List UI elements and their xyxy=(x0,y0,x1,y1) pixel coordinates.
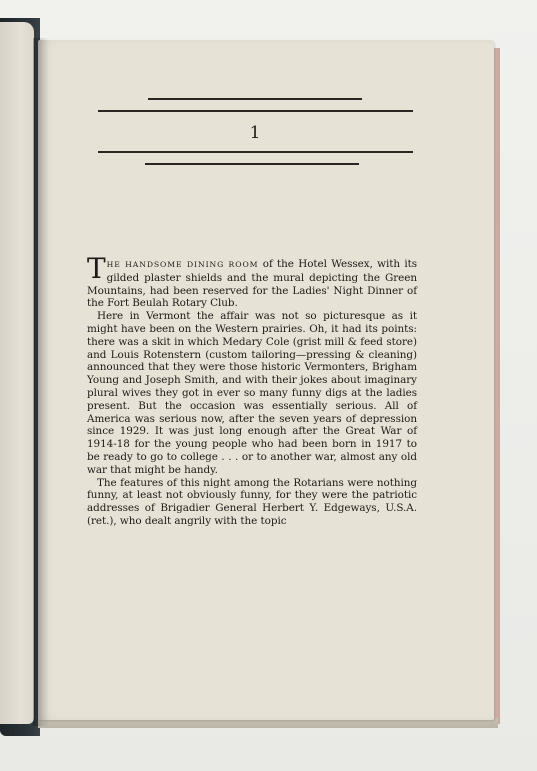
opening-small-caps: HE HANDSOME DINING ROOM xyxy=(106,260,259,269)
chapter-rule-top-long xyxy=(98,110,413,112)
left-page-edge xyxy=(0,22,34,724)
paragraph-3: The features of this night among the Rotarians were nothing funny, at least not obviously funny, for they were the patriotic addresses of Brigadier General Herbert Y. Edgeways, U.S.A. (ret.), who dealt angrily with the topic xyxy=(87,476,417,527)
chapter-rule-bottom-long xyxy=(98,151,413,153)
chapter-rule-bottom-short xyxy=(145,163,359,165)
drop-cap: T xyxy=(87,252,106,285)
chapter-body-text xyxy=(87,252,418,528)
chapter-rule-top-short xyxy=(148,98,362,100)
opening-paragraph-text: of the Hotel Wessex, with its gilded plaster shields and the mural depicting the Green Mountains, had been reserved for the Ladies' Night Dinner of the Fort Beulah Rotary Club. xyxy=(87,258,418,310)
book-gutter-shadow xyxy=(33,38,49,726)
opening-paragraph xyxy=(87,252,418,310)
paragraph-2: Here in Vermont the affair was not so picturesque as it might have been on the Western prairies. Oh, it had its points: there was a skit in which Medary Cole (grist mill & feed store) and Louis Rotenstern (custom tailoring—pressing & cleaning) announced that they were those historic Vermonters, Brigham Young and Joseph Smith, and with their jokes about imaginary plural wives they got in ever so many funny digs at the ladies present. But the occasion was essentially serious. All of America was serious now, after the seven years of depression since 1929. It was just long enough after the Great War of 1914-18 for the young people who had been born in 1917 to be ready to go to college . . . or to another war, almost any old war that might be handy. xyxy=(87,310,417,476)
chapter-number: 1 xyxy=(249,123,261,143)
